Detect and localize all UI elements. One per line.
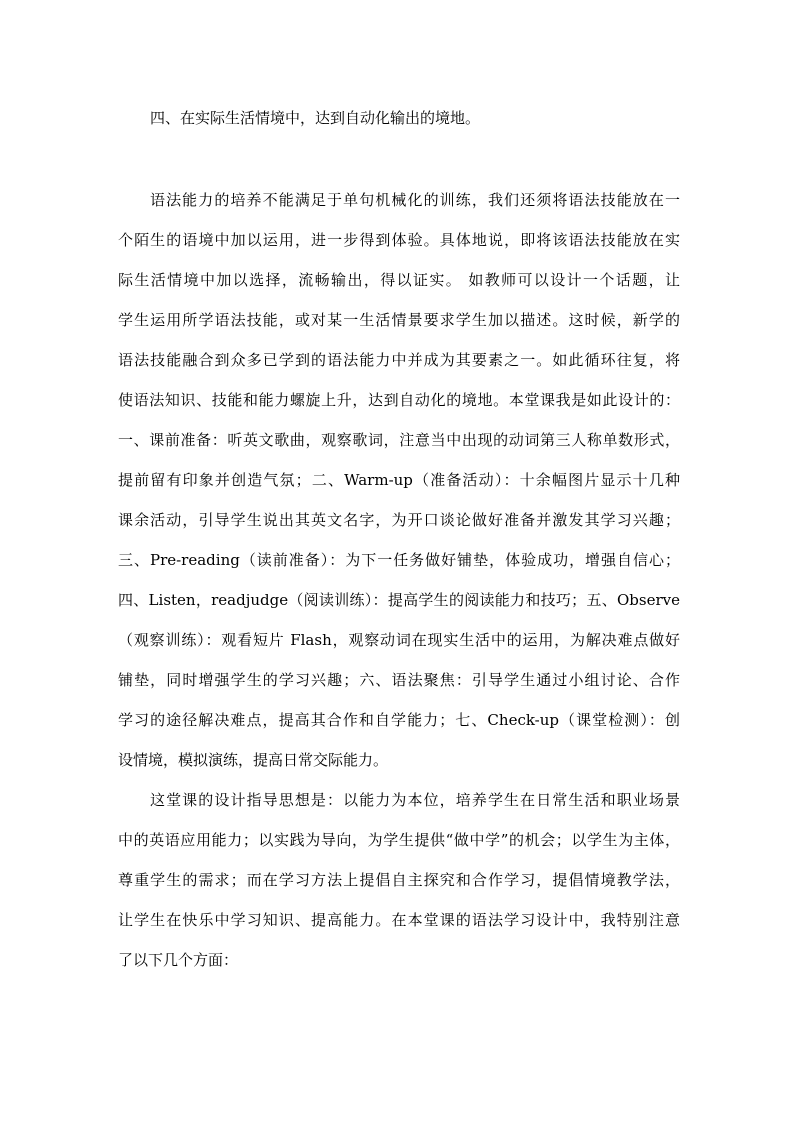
paragraph-line: 设情境，模拟演练，提高日常交际能力。: [118, 751, 389, 769]
paragraph-line: 让学生在快乐中学习知识、提高能力。在本堂课的语法学习设计中，我特别注意: [118, 911, 680, 929]
paragraph-line: 语法能力的培养不能满足于单句机械化的训练，我们还须将语法技能放在一: [150, 191, 680, 209]
paragraph-line: 三、Pre-reading（读前准备）：为下一任务做好铺垫，体验成功，增强自信心；: [118, 551, 680, 569]
paragraph-line: 学生运用所学语法技能，或对某一生活情景要求学生加以描述。这时候，新学的: [118, 311, 680, 329]
paragraph-line: 这堂课的设计指导思想是：以能力为本位，培养学生在日常生活和职业场景: [150, 791, 680, 809]
paragraph-line: 一、课前准备：听英文歌曲，观察歌词，注意当中出现的动词第三人称单数形式，: [118, 431, 680, 449]
paragraph-line: 学习的途径解决难点，提高其合作和自学能力；七、Check-up（课堂检测）：创: [118, 711, 680, 729]
paragraph-line: 了以下几个方面：: [118, 951, 239, 969]
paragraph-line: 语法技能融合到众多已学到的语法能力中并成为其要素之一。如此循环往复，将: [118, 351, 680, 369]
paragraph-line: 使语法知识、技能和能力螺旋上升，达到自动化的境地。本堂课我是如此设计的：: [118, 391, 680, 409]
paragraph-line: 四、Listen，readjudge（阅读训练）：提高学生的阅读能力和技巧；五、Observe: [118, 591, 680, 609]
section-heading: 四、在实际生活情境中，达到自动化输出的境地。: [150, 109, 481, 127]
paragraph-line: 铺垫，同时增强学生的学习兴趣；六、语法聚焦：引导学生通过小组讨论、合作: [118, 671, 680, 689]
paragraph-line: （观察训练）：观看短片 Flash，观察动词在现实生活中的运用，为解决难点做好: [118, 631, 680, 649]
paragraph-line: 际生活情境中加以选择，流畅输出，得以证实。 如教师可以设计一个话题，让: [118, 271, 680, 289]
paragraph-line: 中的英语应用能力；以实践为导向，为学生提供“做中学”的机会；以学生为主体，: [118, 831, 680, 849]
paragraph-line: 提前留有印象并创造气氛；二、Warm-up（准备活动）：十余幅图片显示十几种: [118, 471, 680, 489]
paragraph-line: 课余活动，引导学生说出其英文名字，为开口谈论做好准备并激发其学习兴趣；: [118, 511, 680, 529]
paragraph-line: 尊重学生的需求；而在学习方法上提倡自主探究和合作学习，提倡情境教学法，: [118, 871, 680, 889]
paragraph-line: 个陌生的语境中加以运用，进一步得到体验。具体地说，即将该语法技能放在实: [118, 231, 680, 249]
